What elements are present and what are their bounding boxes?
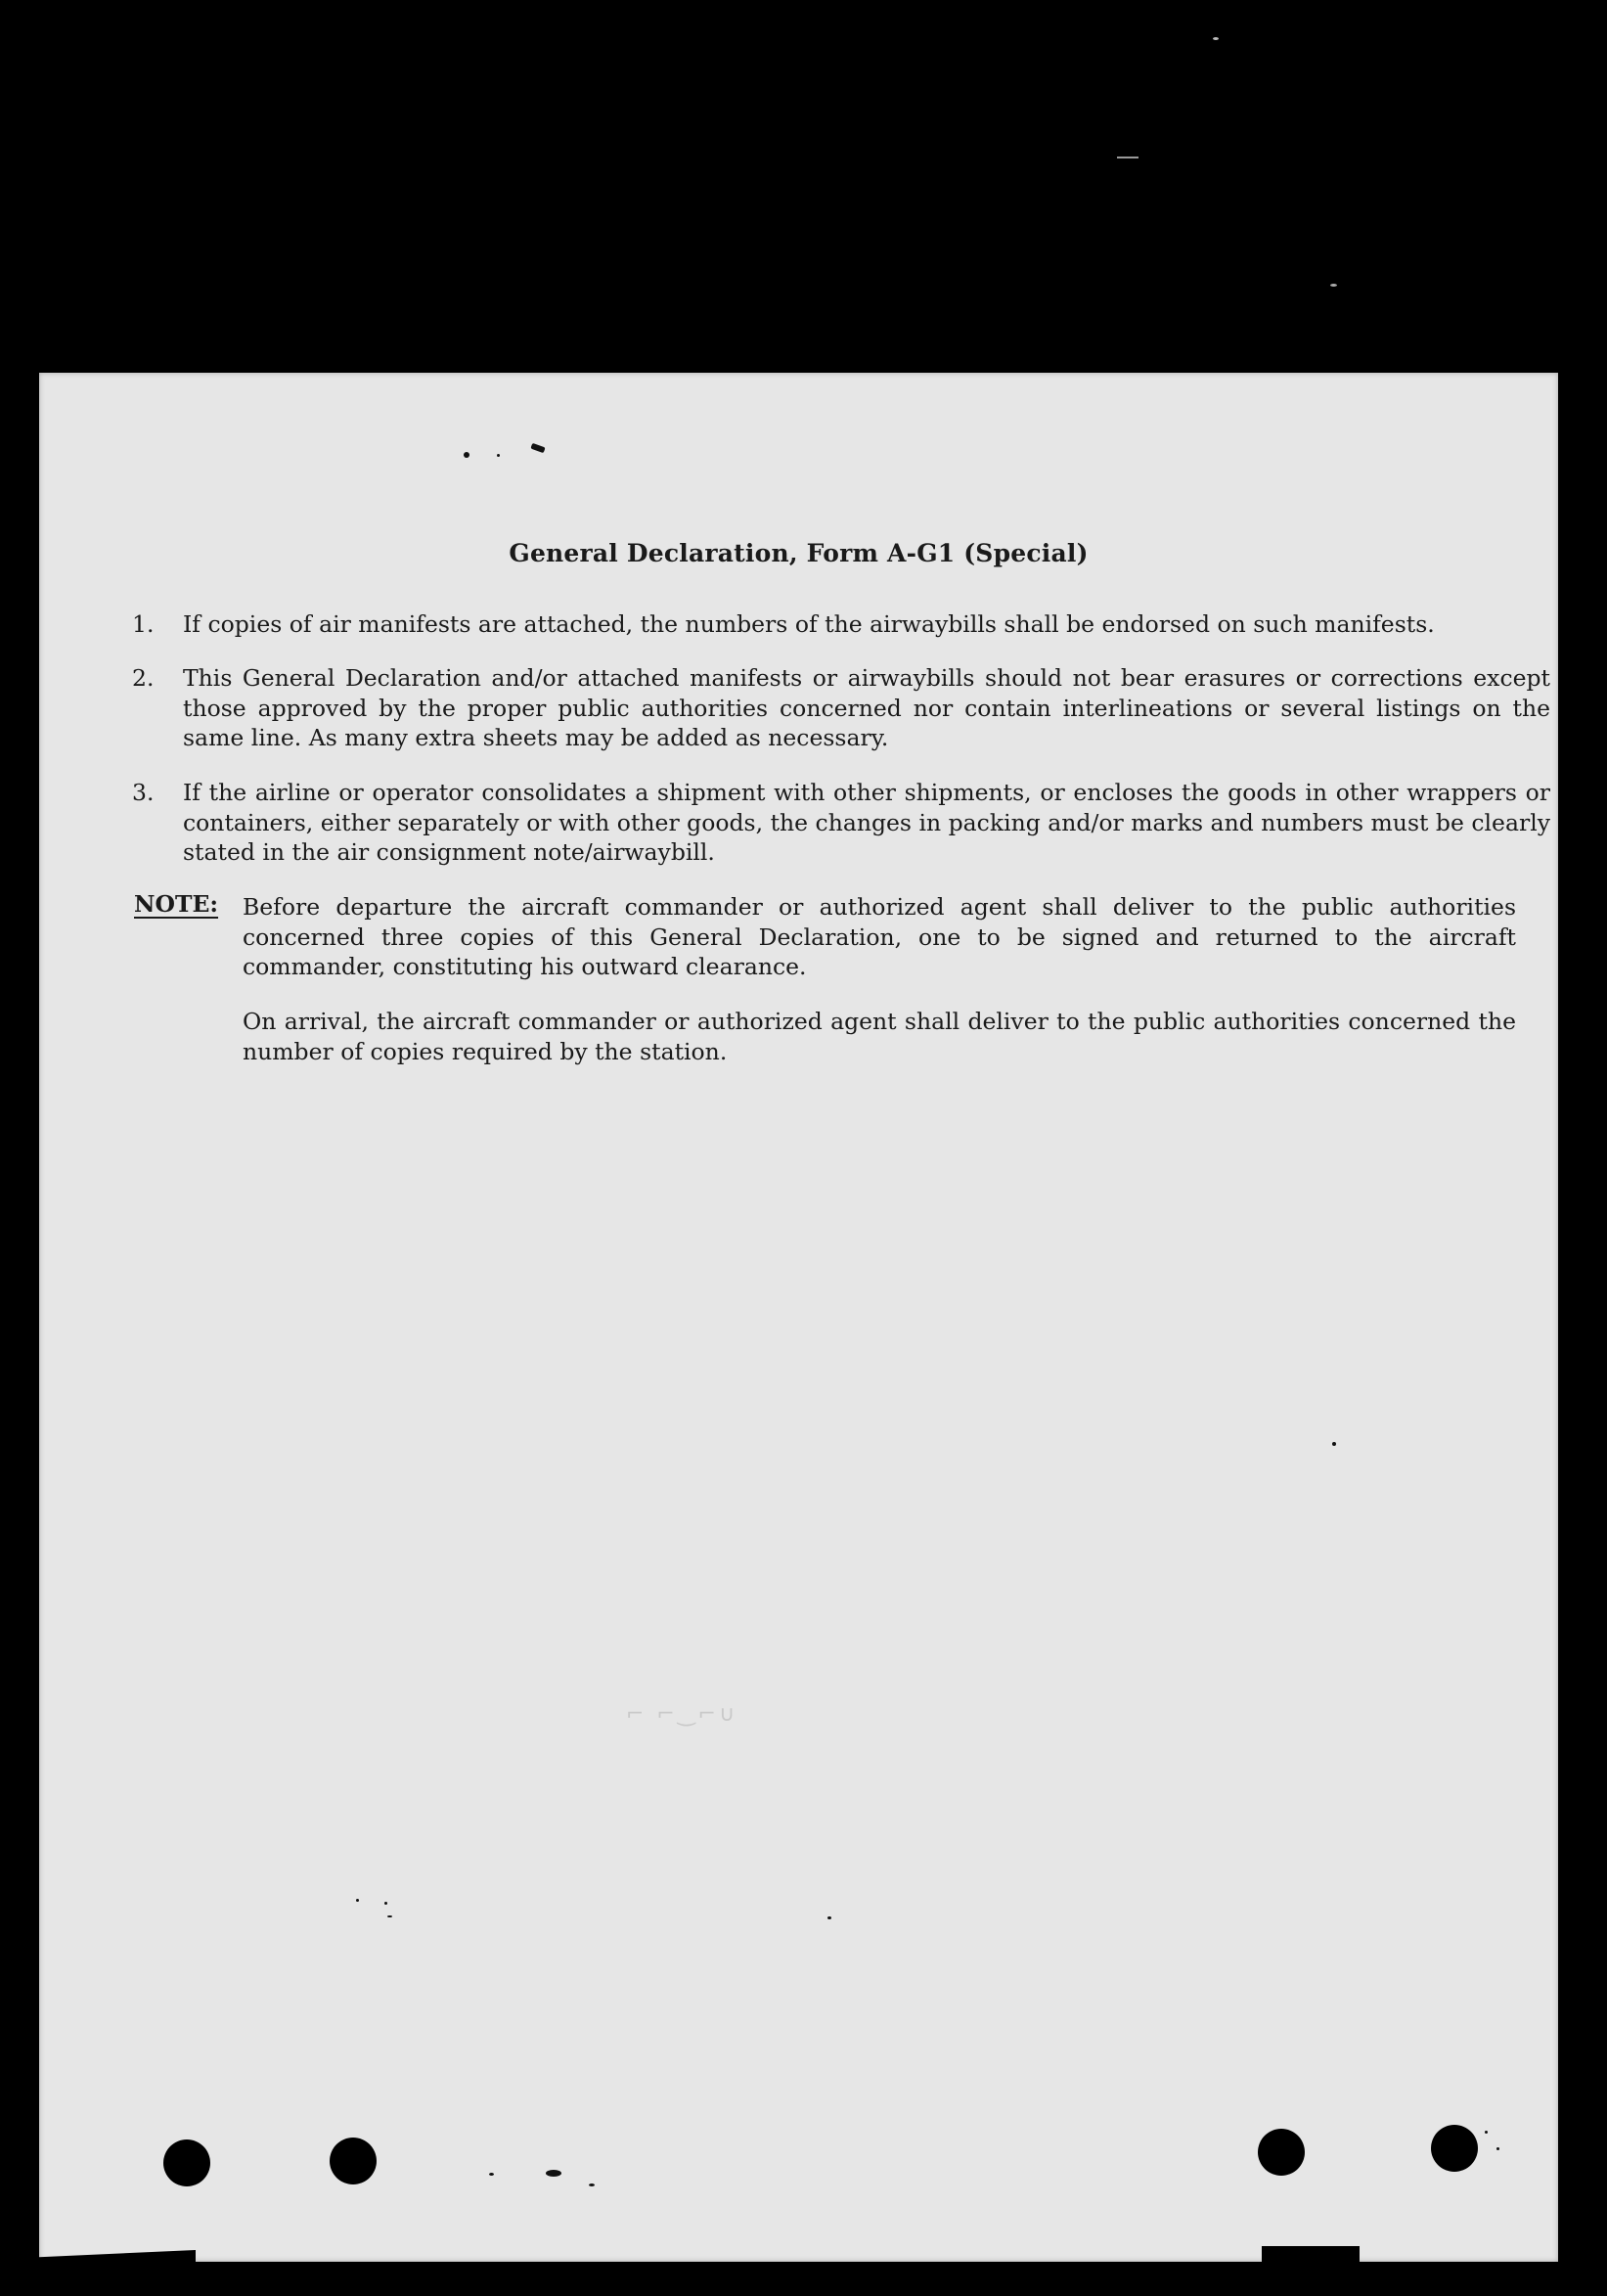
binder-hole — [163, 2139, 210, 2186]
note-label: NOTE: — [134, 890, 219, 918]
ink-speck — [530, 443, 545, 453]
binder-hole — [1258, 2129, 1305, 2176]
ink-speck — [356, 1899, 359, 1902]
item-number: 3. — [132, 779, 155, 806]
item-text: If copies of air manifests are attached, the numbers of the airwaybills shall be endorsed on such manifests. — [183, 610, 1435, 638]
torn-edge — [1262, 2246, 1360, 2262]
torn-edge — [39, 2250, 196, 2262]
ink-speck — [497, 454, 500, 457]
binder-hole — [330, 2138, 377, 2184]
ink-speck — [827, 1916, 831, 1919]
ink-speck — [546, 2170, 561, 2177]
ink-speck — [1496, 2147, 1499, 2150]
list-item — [132, 663, 1550, 753]
note-paragraph: Before departure the aircraft commander or authorized agent shall deliver to the public authorities concerned three copies of this General Declaration, one to be signed and returned to the aircraft commander, constituting his outward clearance. — [243, 893, 1516, 980]
scan-speck — [1117, 157, 1138, 158]
document-sheet — [39, 373, 1558, 2262]
faint-show-through: ⌐ ⌐‿⌐∪ — [626, 1702, 738, 1727]
ink-speck — [1332, 1442, 1336, 1446]
list-item — [132, 778, 1550, 868]
item-number: 2. — [132, 664, 155, 692]
note-paragraph: On arrival, the aircraft commander or authorized agent shall deliver to the public authorities concerned the number of copies required by the station. — [243, 1008, 1516, 1065]
ink-speck — [387, 1915, 392, 1917]
scan-speck — [1213, 37, 1219, 40]
form-title: General Declaration, Form A-G1 (Special) — [509, 539, 1089, 567]
binder-hole — [1431, 2125, 1478, 2172]
scan-speck — [1330, 284, 1337, 287]
ink-speck — [489, 2173, 494, 2176]
item-text: This General Declaration and/or attached manifests or airwaybills should not bear erasures or corrections except those approved by the proper public authorities concerned nor contain interlineations or several listings on the same line. As many extra sheets may be added as necessary. — [183, 664, 1550, 751]
item-number: 1. — [132, 610, 155, 638]
ink-speck — [384, 1902, 387, 1905]
item-text: If the airline or operator consolidates a shipment with other shipments, or encloses the goods in other wrappers or containers, either separately or with other goods, the changes in packing and/or marks and numbers must be clearly stated in the air consignment note/airwaybill. — [183, 779, 1550, 866]
list-item — [132, 609, 1550, 640]
ink-speck — [1485, 2131, 1488, 2134]
ink-speck — [464, 452, 469, 458]
ink-speck — [589, 2183, 595, 2186]
